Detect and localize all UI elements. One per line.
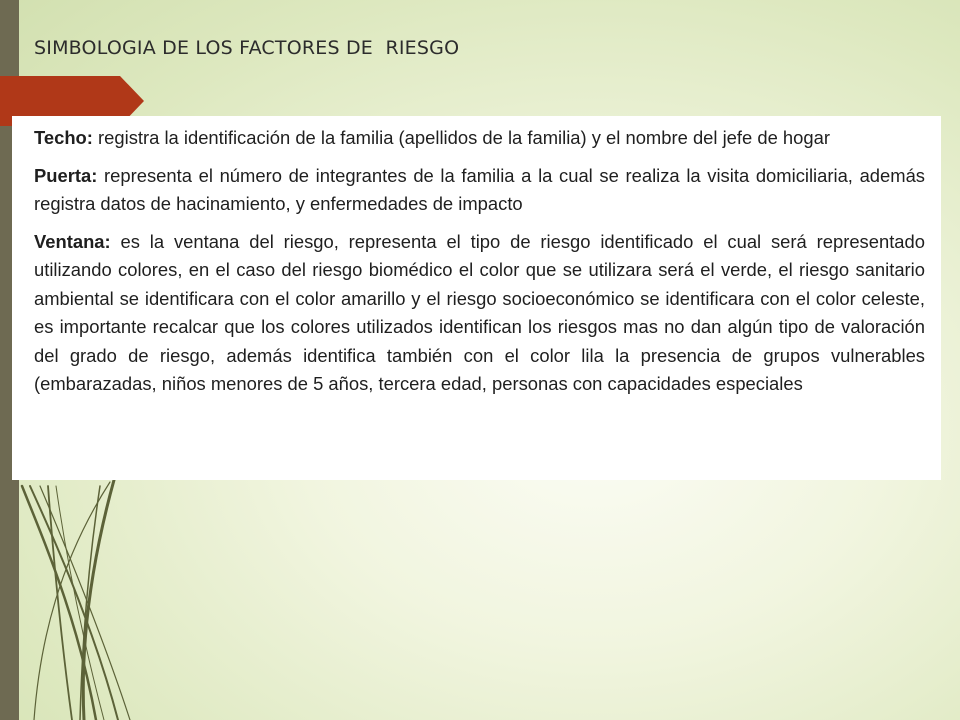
definition-ventana: es la ventana del riesgo, representa el tipo de riesgo identificado el cual será representado utilizando colores, en el caso del riesgo biomédico el color que se utilizara será el verde, el riesgo sanitario ambiental se identificara con el color amarillo y el riesgo socioeconómico se identificara con el color celeste, es importante recalcar que los colores utilizados identifican los riesgos mas no dan algún tipo de valoración del grado de riesgo, además identifica también con el color lila la presencia de grupos vulnerables (embarazadas, niños menores de 5 años, tercera edad, personas con capacidades especiales	[34, 230, 925, 394]
definition-puerta: representa el número de integrantes de la familia a la cual se realiza la visita domiciliaria, además registra datos de hacinamiento, y enfermedades de impacto	[34, 164, 925, 214]
definition-techo: registra la identificación de la familia (apellidos de la familia) y el nombre del jefe de hogar	[92, 127, 830, 148]
paragraph-techo	[34, 124, 925, 153]
content-panel	[12, 116, 941, 480]
slide-title: SIMBOLOGIA DE LOS FACTORES DE RIESGO	[34, 37, 460, 59]
term-techo: Techo:	[34, 127, 93, 148]
term-puerta: Puerta:	[34, 164, 98, 186]
term-ventana: Ventana:	[34, 230, 111, 252]
paragraph-puerta	[34, 162, 925, 219]
paragraph-ventana	[34, 228, 925, 399]
